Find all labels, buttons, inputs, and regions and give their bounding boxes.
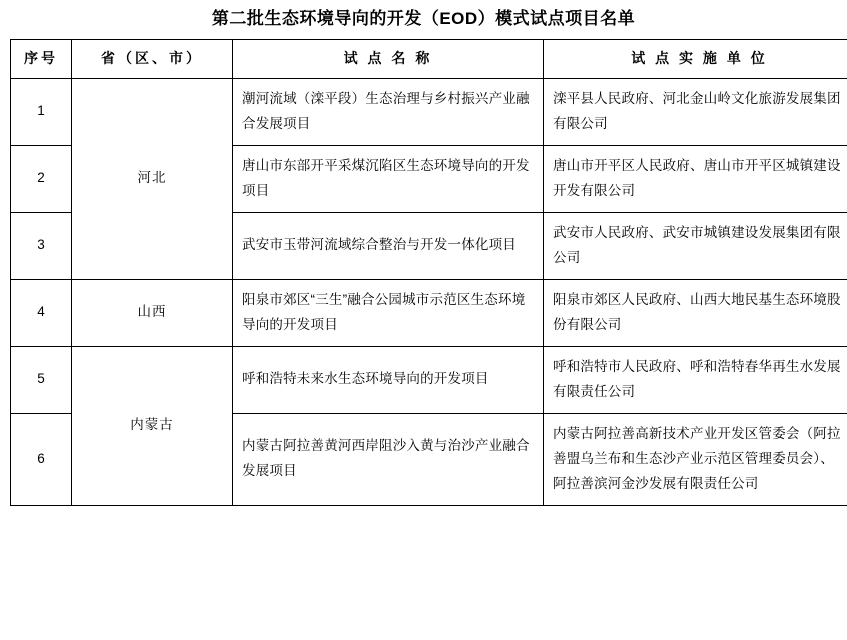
table-row (11, 279, 847, 346)
page-title: 第二批生态环境导向的开发（EOD）模式试点项目名单 (211, 9, 636, 28)
column-header-no: 序号 (11, 40, 72, 79)
column-header-province: 省（区、市） (72, 40, 233, 79)
table-row (11, 346, 847, 413)
cell-province: 河北 (72, 78, 233, 279)
column-header-project-name: 试 点 名 称 (233, 40, 544, 79)
cell-implementation-unit: 内蒙古阿拉善高新技术产业开发区管委会（阿拉善盟乌兰布和生态沙产业示范区管理委员会）、阿拉善滨河金沙发展有限责任公司 (544, 413, 847, 505)
column-header-implementation-unit: 试 点 实 施 单 位 (544, 40, 847, 79)
cell-project-name: 武安市玉带河流域综合整治与开发一体化项目 (233, 212, 544, 279)
cell-project-name: 唐山市东部开平采煤沉陷区生态环境导向的开发项目 (233, 145, 544, 212)
cell-no: 1 (11, 78, 72, 145)
cell-no: 2 (11, 145, 72, 212)
cell-implementation-unit: 唐山市开平区人民政府、唐山市开平区城镇建设开发有限公司 (544, 145, 847, 212)
cell-project-name: 呼和浩特未来水生态环境导向的开发项目 (233, 346, 544, 413)
cell-province: 山西 (72, 279, 233, 346)
table-header-row (11, 40, 847, 79)
cell-no: 5 (11, 346, 72, 413)
table-row (11, 78, 847, 145)
table-header (11, 40, 847, 79)
cell-implementation-unit: 武安市人民政府、武安市城镇建设发展集团有限公司 (544, 212, 847, 279)
cell-implementation-unit: 滦平县人民政府、河北金山岭文化旅游发展集团有限公司 (544, 78, 847, 145)
table-body (11, 78, 847, 505)
eod-project-table (10, 39, 847, 505)
cell-no: 3 (11, 212, 72, 279)
cell-project-name: 内蒙古阿拉善黄河西岸阻沙入黄与治沙产业融合发展项目 (233, 413, 544, 505)
cell-no: 4 (11, 279, 72, 346)
cell-implementation-unit: 呼和浩特市人民政府、呼和浩特春华再生水发展有限责任公司 (544, 346, 847, 413)
cell-implementation-unit: 阳泉市郊区人民政府、山西大地民基生态环境股份有限公司 (544, 279, 847, 346)
cell-province: 内蒙古 (72, 346, 233, 505)
cell-project-name: 潮河流域（滦平段）生态治理与乡村振兴产业融合发展项目 (233, 78, 544, 145)
cell-project-name: 阳泉市郊区“三生”融合公园城市示范区生态环境导向的开发项目 (233, 279, 544, 346)
cell-no: 6 (11, 413, 72, 505)
